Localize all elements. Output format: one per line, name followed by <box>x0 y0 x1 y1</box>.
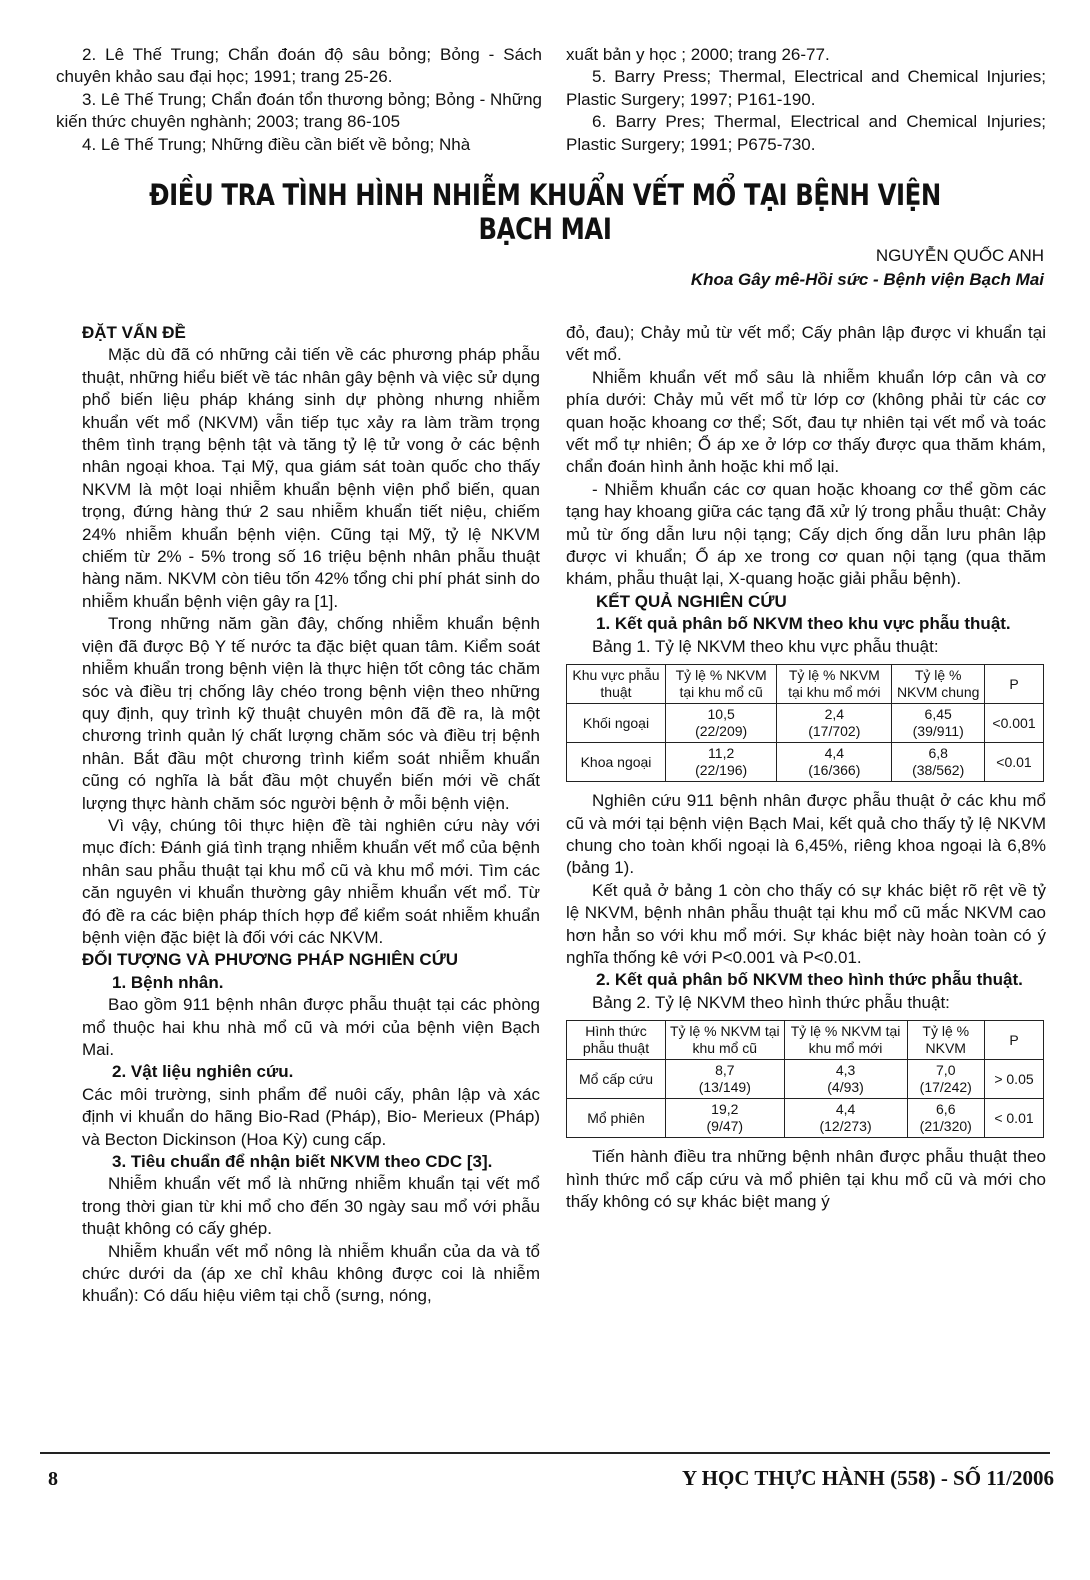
reference-item: 3. Lê Thế Trung; Chẩn đoán tổn thương bỏng; Bỏng - Những kiến thức chuyên nghành; 2003; trang 86-105 <box>56 89 542 132</box>
paragraph: Trong những năm gần đây, chống nhiễm khuẩn bệnh viện đã được Bộ Y tế nước ta đặc biệt quan tâm. Kiểm soát nhiễm khuẩn trong bệnh viện là thực hiện tốt công tác chăm sóc và điều trị chống lây chéo trong bệnh viện theo những quy định, quy trình kỹ thuật chuyên môn đã đề ra, là một chương trình quản lý chất lượng chăm sóc và điều trị bệnh nhân. Bắt đầu một chương trình kiểm soát nhiễm khuẩn cũng có nghĩa là bắt đầu một chuyển biến mới về chất lượng thực hành chăm sóc người bệnh ở mỗi bệnh viện. <box>82 614 540 813</box>
table-row <box>567 704 1044 743</box>
left-column <box>82 322 540 1308</box>
cell-count: (12/273) <box>819 1118 872 1135</box>
table-row <box>567 743 1044 782</box>
journal-name: Y HỌC THỰC HÀNH (558) - SỐ 11/2006 <box>682 1466 1054 1490</box>
table-header-cell: Tỷ lệ % NKVM tại khu mổ cũ <box>666 665 777 704</box>
table-cell <box>892 704 985 743</box>
references-left <box>56 44 542 156</box>
cell-count: (22/196) <box>695 762 748 779</box>
table-header-row <box>567 665 1044 704</box>
section-heading: ĐẶT VẤN ĐỀ <box>82 323 186 342</box>
table-cell <box>907 1060 985 1099</box>
table-1 <box>566 664 1044 782</box>
table-header-cell: Hình thức phẫu thuật <box>567 1021 666 1060</box>
cell-value: 11,2 <box>708 745 735 762</box>
table-cell-p: < 0.01 <box>985 1099 1044 1138</box>
table-cell <box>777 743 892 782</box>
paragraph: Nhiễm khuẩn vết mổ là những nhiễm khuẩn tại vết mổ trong thời gian từ khi mổ cho đến 30 ngày sau mổ với phẫu thuật không có cấy ghép. <box>82 1174 540 1239</box>
cell-count: (17/242) <box>919 1079 972 1096</box>
table-header-cell: Tỷ lệ % NKVM tại khu mổ mới <box>777 665 892 704</box>
table-cell <box>666 743 777 782</box>
author-name: NGUYỄN QUỐC ANH <box>875 246 1044 265</box>
table-row-label: Khoa ngoại <box>567 743 666 782</box>
cell-value: 2,4 <box>824 706 845 723</box>
table-cell <box>666 1060 785 1099</box>
paragraph: - Nhiễm khuẩn các cơ quan hoặc khoang cơ thể gồm các tạng hay khoang giữa các tạng đã xử lý trong phẫu thuật: Chảy mủ từ ống dẫn lưu nội tạng; Cấy dịch ống dẫn lưu phân lập được vi khuẩn; Ổ áp xe trong cơ quan nội tạng (qua thăm khám, phẫu thuật lại, X-quang hoặc giải phẫu bệnh). <box>566 479 1046 589</box>
cell-count: (13/149) <box>698 1079 751 1096</box>
table-row-label: Mổ cấp cứu <box>567 1060 666 1099</box>
cell-count: (39/911) <box>912 723 964 740</box>
paragraph: Nghiên cứu 911 bệnh nhân được phẫu thuật ở các khu mổ cũ và mới tại bệnh viện Bạch Mai, kết quả cho thấy tỷ lệ NKVM chung cho toàn khối ngoại là 6,45%, riêng khoa ngoại là 6,8% (bảng 1). <box>566 791 1046 878</box>
paragraph: Nhiễm khuẩn vết mổ sâu là nhiễm khuẩn lớp cân và cơ phía dưới: Chảy mủ vết mổ từ lớp cơ (không phải từ các cơ quan hoặc khoang cơ thể; Sốt, đau tự nhiên tại vết mổ và toác vết mổ tự nhiên; Ổ áp xe ở lớp cơ thấy được qua thăm khám, chẩn đoán hình ảnh hoặc khi mổ lại. <box>566 367 1046 477</box>
footer-rule <box>40 1452 1050 1454</box>
reference-item: 6. Barry Pres; Thermal, Electrical and Chemical Injuries; Plastic Surgery; 1991; P675-730. <box>566 112 1046 154</box>
table-cell <box>907 1099 985 1138</box>
reference-item: 4. Lê Thế Trung; Những điều cần biết về bỏng; Nhà <box>82 134 471 154</box>
right-column <box>566 322 1046 1213</box>
cell-count: (16/366) <box>808 762 861 779</box>
cell-value: 10,5 <box>707 706 735 723</box>
table-cell <box>784 1060 907 1099</box>
table-cell <box>784 1099 907 1138</box>
table-cell-p: > 0.05 <box>985 1060 1044 1099</box>
page-number: 8 <box>48 1468 58 1490</box>
cell-count: (38/562) <box>912 762 965 779</box>
cell-value: 4,4 <box>835 1101 856 1118</box>
table-2 <box>566 1020 1044 1138</box>
cell-value: 4,3 <box>835 1062 856 1079</box>
reference-item: 2. Lê Thế Trung; Chẩn đoán độ sâu bỏng; Bỏng - Sách chuyên khảo sau đại học; 1991; trang 25-26. <box>56 45 542 87</box>
table-row <box>567 1060 1044 1099</box>
paragraph: Các môi trường, sinh phẩm để nuôi cấy, phân lập và xác định vi khuẩn do hãng Bio-Rad (Pháp), Bio- Merieux (Pháp) và Becton Dickinson (Hoa Kỳ) cung cấp. <box>82 1084 540 1149</box>
table-cell <box>666 704 777 743</box>
table-header-cell: Tỷ lệ % NKVM tại khu mổ mới <box>784 1021 907 1060</box>
paragraph: Bao gồm 911 bệnh nhân được phẫu thuật tại các phòng mổ thuộc hai khu nhà mổ cũ và mới của bệnh viện Bạch Mai. <box>82 995 540 1059</box>
table-header-cell: P <box>985 1021 1044 1060</box>
table-header-cell: Tỷ lệ % NKVM tại khu mổ cũ <box>666 1021 785 1060</box>
table-cell <box>892 743 985 782</box>
cell-value: 6,8 <box>928 745 948 762</box>
cell-count: (17/702) <box>808 723 861 740</box>
table-caption: Bảng 2. Tỷ lệ NKVM theo hình thức phẫu thuật: <box>592 992 950 1012</box>
table-header-cell: Tỷ lệ % NKVM chung <box>892 665 985 704</box>
references-right <box>566 44 1046 156</box>
table-row-label: Khối ngoại <box>567 704 666 743</box>
cell-count: (21/320) <box>919 1118 972 1135</box>
article-title: ĐIỀU TRA TÌNH HÌNH NHIỄM KHUẨN VẾT MỔ TẠI BỆNH VIỆN BẠCH MAI <box>149 178 941 246</box>
table-cell <box>777 704 892 743</box>
table-header-cell: Khu vực phẫu thuật <box>567 665 666 704</box>
section-heading: KẾT QUẢ NGHIÊN CỨU <box>596 591 787 611</box>
table-cell-p: <0.001 <box>985 704 1044 743</box>
cell-value: 8,7 <box>715 1062 735 1079</box>
cell-value: 7,0 <box>936 1062 956 1079</box>
cell-count: (9/47) <box>706 1118 744 1135</box>
table-header-cell: Tỷ lệ % NKVM <box>907 1021 985 1060</box>
cell-value: 4,4 <box>824 745 845 762</box>
cell-value: 6,45 <box>924 706 952 723</box>
cell-value: 19,2 <box>711 1101 739 1118</box>
section-heading: ĐỐI TƯỢNG VÀ PHƯƠNG PHÁP NGHIÊN CỨU <box>82 950 459 970</box>
subsection-heading: 2. Vật liệu nghiên cứu. <box>112 1062 294 1082</box>
paragraph: Tiến hành điều tra những bệnh nhân được phẫu thuật theo hình thức mổ cấp cứu và mổ phiên tại khu mổ cũ và mới cho thấy không có sự khác biệt mang ý <box>566 1147 1046 1211</box>
author-block <box>691 244 1044 292</box>
author-affiliation: Khoa Gây mê-Hồi sức - Bệnh viện Bạch Mai <box>690 270 1044 289</box>
table-row-label: Mổ phiên <box>567 1099 666 1138</box>
subsection-heading: 1. Kết quả phân bố NKVM theo khu vực phẫu thuật. <box>596 614 1011 634</box>
table-header-row <box>567 1021 1044 1060</box>
table-caption: Bảng 1. Tỷ lệ NKVM theo khu vực phẫu thuật: <box>592 636 939 656</box>
table-header-cell: P <box>985 665 1044 704</box>
paragraph: Mặc dù đã có những cải tiến về các phương pháp phẫu thuật, những hiểu biết về tác nhân gây bệnh và việc sử dụng phổ biến liệu pháp kháng sinh dự phòng nhưng nhiễm khuẩn vết mổ (NKVM) vẫn tiếp tục xảy ra làm trầm trọng thêm tình trạng bệnh tật và tăng tỷ lệ tử vong ở các bệnh nhân ngoại khoa. Tại Mỹ, qua giám sát toàn quốc cho thấy NKVM là một loại nhiễm khuẩn bệnh viện phổ biến, quan trọng, đứng hàng thứ 2 sau nhiễm khuẩn tiết niệu, chiếm 24% nhiễm khuẩn bệnh viện. Cũng tại Mỹ, tỷ lệ NKVM chiếm từ 2% - 5% trong số 16 triệu bệnh nhân phẫu thuật hàng năm. NKVM còn tiêu tốn 42% tổng chi phí phát sinh do nhiễm khuẩn bệnh viện gây ra [1]. <box>82 345 540 611</box>
paragraph: đỏ, đau); Chảy mủ từ vết mổ; Cấy phân lập được vi khuẩn tại vết mổ. <box>566 323 1046 365</box>
subsection-heading: 3. Tiêu chuẩn để nhận biết NKVM theo CDC [3]. <box>112 1152 493 1172</box>
table-cell-p: <0.01 <box>985 743 1044 782</box>
cell-value: 6,6 <box>936 1101 956 1118</box>
cell-count: (4/93) <box>827 1079 864 1096</box>
paragraph: Nhiễm khuẩn vết mổ nông là nhiễm khuẩn của da và tổ chức dưới da (áp xe chỉ khâu không được coi là nhiễm khuẩn): Có dấu hiệu viêm tại chỗ (sưng, nóng, <box>82 1241 540 1306</box>
paragraph: Kết quả ở bảng 1 còn cho thấy có sự khác biệt rõ rệt về tỷ lệ NKVM, bệnh nhân phẫu thuật tại khu mổ cũ mắc NKVM cao hơn hẳn so với khu mổ mới. Sự khác biệt này hoàn toàn có ý nghĩa thống kê với P<0.001 và P<0.01. <box>566 880 1046 967</box>
table-cell <box>666 1099 785 1138</box>
reference-item: xuất bản y học ; 2000; trang 26-77. <box>566 45 830 64</box>
cell-count: (22/209) <box>695 723 748 740</box>
reference-item: 5. Barry Press; Thermal, Electrical and Chemical Injuries; Plastic Surgery; 1997; P161-190. <box>566 67 1046 109</box>
paragraph: Vì vậy, chúng tôi thực hiện đề tài nghiên cứu này với mục đích: Đánh giá tình trạng nhiễm khuẩn vết mổ của bệnh nhân sau phẫu thuật tại khu mổ cũ và khu mổ mới. Tìm các căn nguyên vi khuẩn thường gây nhiễm khuẩn vết mổ. Từ đó đề ra các biện pháp thích hợp để kiểm soát nhiễm khuẩn bệnh viện đặc biệt là đối với các NKVM. <box>82 815 540 947</box>
table-row <box>567 1099 1044 1138</box>
subsection-heading: 2. Kết quả phân bố NKVM theo hình thức phẫu thuật. <box>596 970 1023 990</box>
subsection-heading: 1. Bệnh nhân. <box>112 972 224 992</box>
